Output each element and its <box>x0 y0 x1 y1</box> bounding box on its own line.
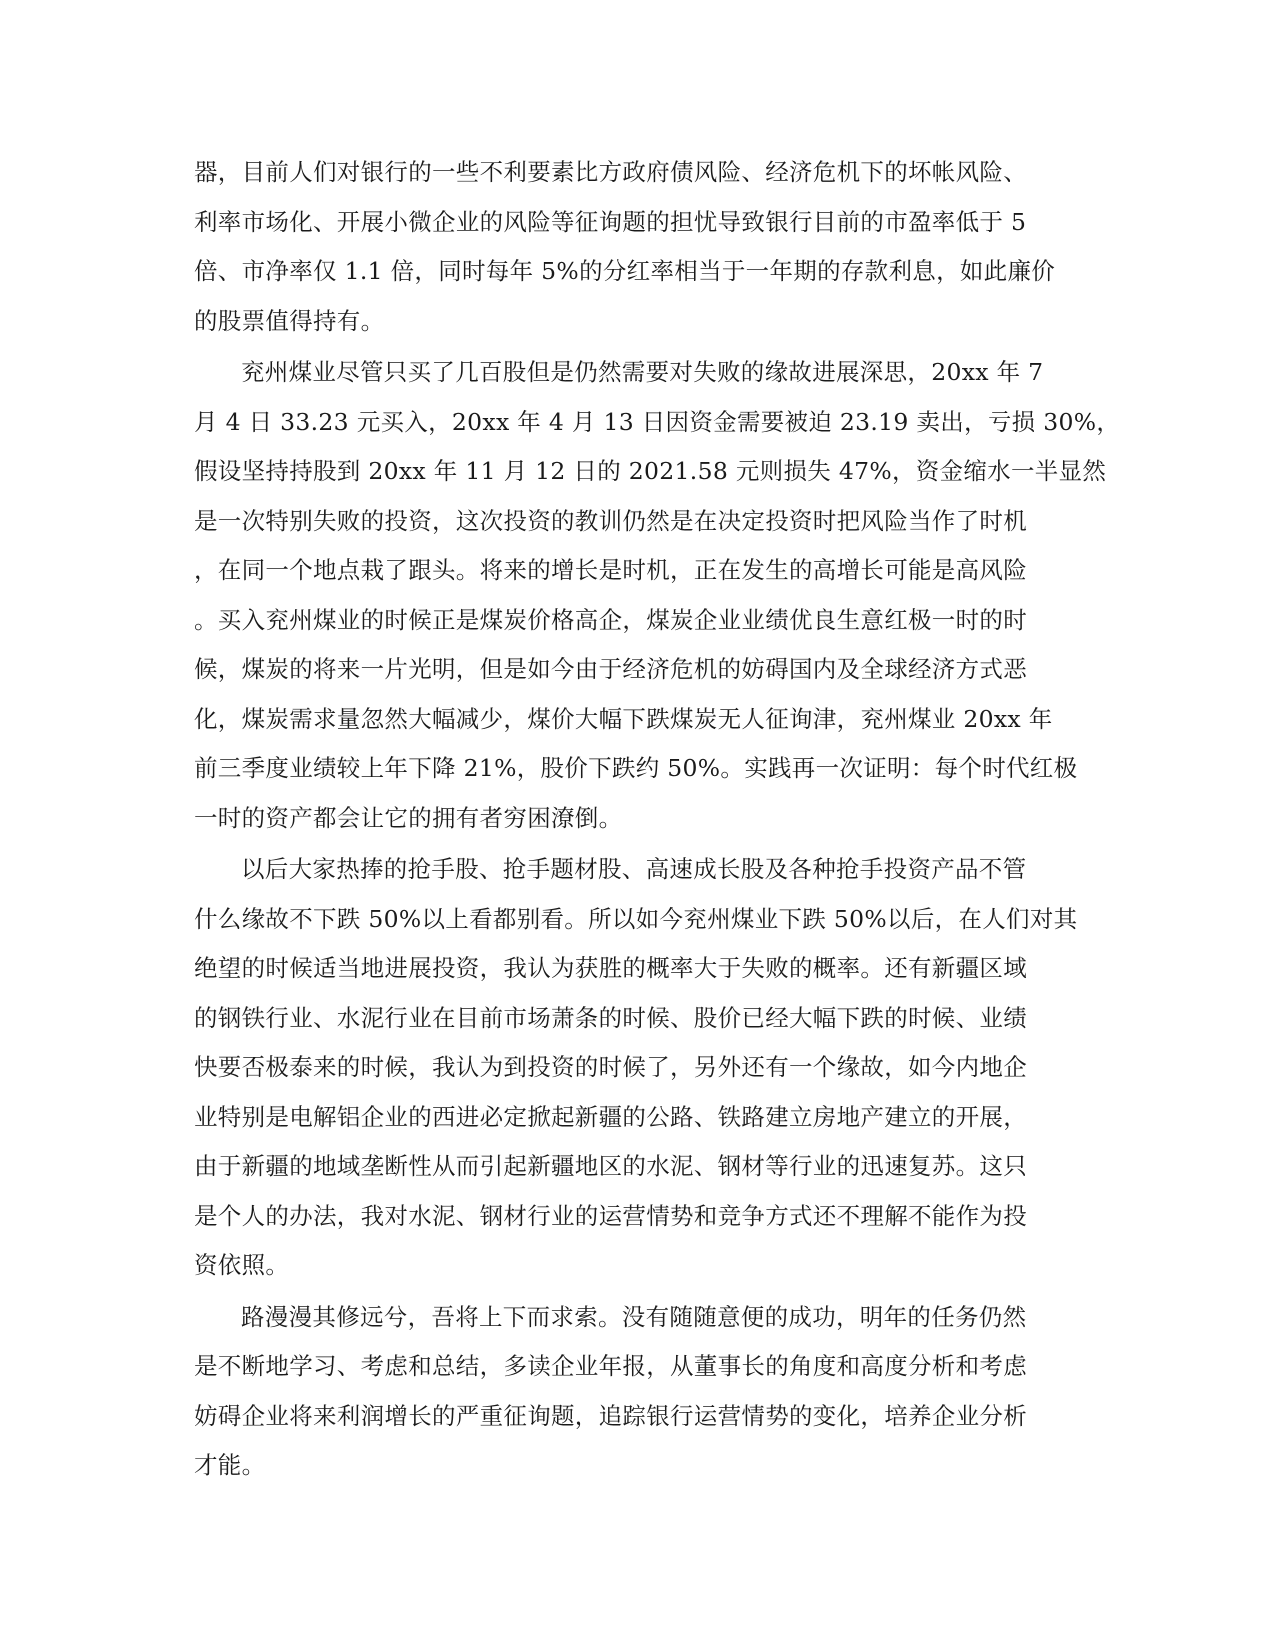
text-line: 化，煤炭需求量忽然大幅减少，煤价大幅下跌煤炭无人征询津，兖州煤业 20xx 年 <box>194 704 1053 733</box>
text-line: 的股票值得持有。 <box>194 306 385 335</box>
text-line: 快要否极泰来的时候，我认为到投资的时候了，另外还有一个缘故，如今内地企 <box>194 1053 1027 1081</box>
body-text <box>194 148 1121 1493</box>
text-line: 以后大家热捧的抢手股、抢手题材股、高速成长股及各种抢手投资产品不管 <box>241 855 1027 883</box>
paragraph-gap <box>194 1491 1074 1493</box>
text-line: 一时的资产都会让它的拥有者穷困潦倒。 <box>194 803 623 832</box>
text-line: 兖州煤业尽管只买了几百股但是仍然需要对失败的缘故进展深思，20xx 年 7 <box>241 358 1044 386</box>
text-line: 候，煤炭的将来一片光明，但是如今由于经济危机的妨碍国内及全球经济方式恶 <box>194 655 1027 683</box>
text-line: 是不断地学习、考虑和总结，多读企业年报，从董事长的角度和高度分析和考虑 <box>194 1352 1027 1380</box>
text-line: ，在同一个地点栽了跟头。将来的增长是时机，正在发生的高增长可能是高风险 <box>194 556 1027 584</box>
text-line: 是个人的办法，我对水泥、钢材行业的运营情势和竞争方式还不理解不能作为投 <box>194 1201 1027 1230</box>
text-line: 。买入兖州煤业的时候正是煤炭价格高企，煤炭企业业绩优良生意红极一时的时 <box>194 605 1027 634</box>
text-line: 月 4 日 33.23 元买入，20xx 年 4 月 13 日因资金需要被迫 23.19 卖出，亏损 30%， <box>194 407 1121 436</box>
text-line: 路漫漫其修远兮，吾将上下而求索。没有随随意便的成功，明年的任务仍然 <box>241 1302 1027 1331</box>
text-line: 资依照。 <box>194 1251 290 1279</box>
text-line: 是一次特别失败的投资，这次投资的教训仍然是在决定投资时把风险当作了时机 <box>194 506 1027 535</box>
text-line: 业特别是电解铝企业的西进必定掀起新疆的公路、铁路建立房地产建立的开展， <box>194 1102 1027 1131</box>
text-line: 由于新疆的地域垄断性从而引起新疆地区的水泥、钢材等行业的迅速复苏。这只 <box>194 1152 1027 1180</box>
text-line: 绝望的时候适当地进展投资，我认为获胜的概率大于失败的概率。还有新疆区域 <box>194 954 1027 982</box>
text-line: 假设坚持持股到 20xx 年 11 月 12 日的 2021.58 元则损失 47%，资金缩水一半显然 <box>194 457 1107 485</box>
text-line: 利率市场化、开展小微企业的风险等征询题的担忧导致银行目前的市盈率低于 5 <box>194 207 1027 236</box>
text-line: 前三季度业绩较上年下降 21%，股价下跌约 50%。实践再一次证明：每个时代红极 <box>194 754 1078 782</box>
text-line: 倍、市净率仅 1.1 倍，同时每年 5%的分红率相当于一年期的存款利息，如此廉价 <box>194 257 1056 285</box>
text-line: 妨碍企业将来利润增长的严重征询题，追踪银行运营情势的变化，培养企业分析 <box>194 1401 1027 1430</box>
text-line: 才能。 <box>194 1451 266 1479</box>
text-line: 什么缘故不下跌 50%以上看都别看。所以如今兖州煤业下跌 50%以后，在人们对其 <box>194 904 1078 933</box>
text-line: 的钢铁行业、水泥行业在目前市场萧条的时候、股价已经大幅下跌的时候、业绩 <box>194 1003 1027 1032</box>
text-line: 器，目前人们对银行的一些不利要素比方政府债风险、经济危机下的坏帐风险、 <box>194 158 1027 186</box>
